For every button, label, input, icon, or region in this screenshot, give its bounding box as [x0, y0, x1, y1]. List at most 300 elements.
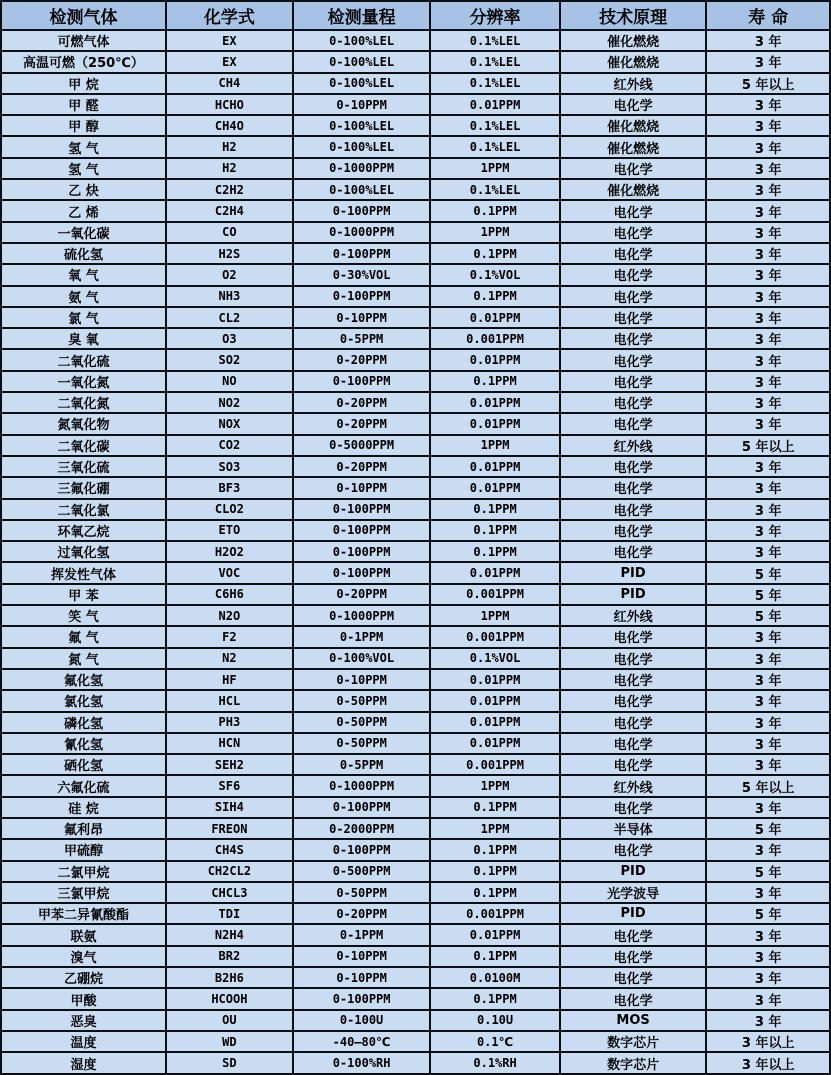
- cell-range: 0-1000PPM: [293, 775, 431, 796]
- cell-formula: O2: [166, 264, 293, 285]
- cell-formula: N2O: [166, 605, 293, 626]
- cell-gas: 乙硼烷: [1, 967, 166, 988]
- cell-principle: 红外线: [560, 605, 707, 626]
- cell-formula: NH3: [166, 286, 293, 307]
- cell-formula: SD: [166, 1052, 293, 1074]
- cell-principle: 电化学: [560, 264, 707, 285]
- cell-principle: 电化学: [560, 690, 707, 711]
- cell-range: 0-20PPM: [293, 413, 431, 434]
- cell-formula: H2: [166, 136, 293, 157]
- cell-range: 0-20PPM: [293, 456, 431, 477]
- cell-formula: SF6: [166, 775, 293, 796]
- cell-resolution: 0.01PPM: [430, 413, 559, 434]
- table-row: [1, 712, 830, 733]
- cell-range: 0-20PPM: [293, 349, 431, 370]
- table-row: [1, 797, 830, 818]
- cell-gas: 甲 醛: [1, 94, 166, 115]
- cell-principle: 电化学: [560, 797, 707, 818]
- cell-formula: OU: [166, 1010, 293, 1031]
- cell-formula: CLO2: [166, 499, 293, 520]
- cell-formula: NO: [166, 371, 293, 392]
- table-row: [1, 818, 830, 839]
- cell-gas: 乙 炔: [1, 179, 166, 200]
- cell-formula: NO2: [166, 392, 293, 413]
- cell-lifespan: 5 年: [706, 605, 830, 626]
- cell-gas: 乙 烯: [1, 200, 166, 221]
- cell-resolution: 0.1PPM: [430, 797, 559, 818]
- cell-lifespan: 3 年: [706, 626, 830, 647]
- cell-lifespan: 3 年: [706, 264, 830, 285]
- cell-gas: 笑 气: [1, 605, 166, 626]
- cell-resolution: 1PPM: [430, 818, 559, 839]
- cell-principle: PID: [560, 861, 707, 882]
- cell-range: 0-2000PPM: [293, 818, 431, 839]
- table-row: [1, 861, 830, 882]
- cell-principle: 光学波导: [560, 882, 707, 903]
- cell-range: 0-500PPM: [293, 861, 431, 882]
- cell-resolution: 0.001PPM: [430, 328, 559, 349]
- cell-formula: NOX: [166, 413, 293, 434]
- table-row: [1, 51, 830, 72]
- cell-formula: BF3: [166, 477, 293, 498]
- cell-range: 0-100%RH: [293, 1052, 431, 1074]
- cell-lifespan: 3 年: [706, 30, 830, 51]
- cell-formula: FREON: [166, 818, 293, 839]
- cell-formula: N2H4: [166, 924, 293, 945]
- cell-principle: 电化学: [560, 967, 707, 988]
- cell-gas: 二氧化碳: [1, 435, 166, 456]
- cell-resolution: 0.1%LEL: [430, 51, 559, 72]
- cell-range: 0-10PPM: [293, 669, 431, 690]
- cell-lifespan: 3 年以上: [706, 1052, 830, 1074]
- cell-formula: B2H6: [166, 967, 293, 988]
- cell-resolution: 1PPM: [430, 605, 559, 626]
- table-row: [1, 349, 830, 370]
- table-row: [1, 967, 830, 988]
- cell-principle: 电化学: [560, 733, 707, 754]
- table-row: [1, 648, 830, 669]
- cell-range: 0-10PPM: [293, 94, 431, 115]
- cell-resolution: 0.001PPM: [430, 584, 559, 605]
- cell-principle: 电化学: [560, 243, 707, 264]
- cell-range: 0-30%VOL: [293, 264, 431, 285]
- cell-formula: VOC: [166, 562, 293, 583]
- cell-gas: 二氧化氯: [1, 499, 166, 520]
- cell-range: 0-10PPM: [293, 477, 431, 498]
- cell-resolution: 0.01PPM: [430, 477, 559, 498]
- cell-principle: PID: [560, 584, 707, 605]
- cell-formula: HF: [166, 669, 293, 690]
- cell-resolution: 0.001PPM: [430, 754, 559, 775]
- cell-lifespan: 3 年: [706, 797, 830, 818]
- cell-gas: 高温可燃（250℃）: [1, 51, 166, 72]
- cell-resolution: 0.01PPM: [430, 669, 559, 690]
- table-row: [1, 882, 830, 903]
- table-row: [1, 222, 830, 243]
- cell-resolution: 0.01PPM: [430, 456, 559, 477]
- cell-gas: 一氧化氮: [1, 371, 166, 392]
- cell-range: 0-5PPM: [293, 328, 431, 349]
- cell-principle: 半导体: [560, 818, 707, 839]
- cell-formula: CH2CL2: [166, 861, 293, 882]
- cell-formula: PH3: [166, 712, 293, 733]
- cell-principle: 红外线: [560, 73, 707, 94]
- cell-lifespan: 5 年: [706, 584, 830, 605]
- cell-gas: 一氧化碳: [1, 222, 166, 243]
- column-header-gas: 检测气体: [1, 1, 166, 30]
- cell-range: 0-100%LEL: [293, 115, 431, 136]
- cell-resolution: 0.1%LEL: [430, 30, 559, 51]
- cell-principle: 电化学: [560, 349, 707, 370]
- cell-principle: 电化学: [560, 946, 707, 967]
- cell-range: -40—80℃: [293, 1031, 431, 1052]
- cell-range: 0-1000PPM: [293, 158, 431, 179]
- cell-principle: 电化学: [560, 669, 707, 690]
- cell-principle: 电化学: [560, 200, 707, 221]
- cell-resolution: 0.01PPM: [430, 349, 559, 370]
- cell-range: 0-5000PPM: [293, 435, 431, 456]
- table-header: [1, 1, 830, 30]
- cell-resolution: 0.1PPM: [430, 946, 559, 967]
- cell-gas: 硫化氢: [1, 243, 166, 264]
- cell-gas: 二氧化氮: [1, 392, 166, 413]
- cell-formula: ETO: [166, 520, 293, 541]
- cell-lifespan: 3 年: [706, 690, 830, 711]
- cell-principle: 电化学: [560, 754, 707, 775]
- cell-range: 0-100PPM: [293, 520, 431, 541]
- table-row: [1, 584, 830, 605]
- cell-principle: 电化学: [560, 712, 707, 733]
- cell-resolution: 0.1PPM: [430, 861, 559, 882]
- cell-resolution: 0.1PPM: [430, 243, 559, 264]
- cell-lifespan: 3 年: [706, 988, 830, 1009]
- cell-lifespan: 3 年: [706, 1010, 830, 1031]
- cell-gas: 恶臭: [1, 1010, 166, 1031]
- cell-lifespan: 3 年: [706, 349, 830, 370]
- cell-resolution: 0.1%LEL: [430, 136, 559, 157]
- cell-formula: C2H2: [166, 179, 293, 200]
- cell-range: 0-1000PPM: [293, 605, 431, 626]
- cell-gas: 臭 氧: [1, 328, 166, 349]
- cell-gas: 环氧乙烷: [1, 520, 166, 541]
- cell-range: 0-10PPM: [293, 946, 431, 967]
- cell-range: 0-100PPM: [293, 499, 431, 520]
- cell-resolution: 0.1PPM: [430, 988, 559, 1009]
- table-row: [1, 328, 830, 349]
- cell-formula: H2S: [166, 243, 293, 264]
- cell-formula: C2H4: [166, 200, 293, 221]
- cell-principle: PID: [560, 903, 707, 924]
- table-row: [1, 690, 830, 711]
- table-row: [1, 562, 830, 583]
- cell-resolution: 0.1PPM: [430, 499, 559, 520]
- cell-resolution: 0.1PPM: [430, 371, 559, 392]
- cell-gas: 磷化氢: [1, 712, 166, 733]
- column-header-lifespan: 寿 命: [706, 1, 830, 30]
- cell-principle: 数字芯片: [560, 1052, 707, 1074]
- cell-formula: CL2: [166, 307, 293, 328]
- cell-resolution: 0.1PPM: [430, 520, 559, 541]
- table-row: [1, 1010, 830, 1031]
- table-row: [1, 179, 830, 200]
- cell-lifespan: 3 年: [706, 307, 830, 328]
- table-body: [1, 30, 830, 1074]
- table-row: [1, 200, 830, 221]
- cell-range: 0-20PPM: [293, 392, 431, 413]
- cell-formula: SIH4: [166, 797, 293, 818]
- cell-lifespan: 3 年: [706, 839, 830, 860]
- cell-formula: TDI: [166, 903, 293, 924]
- cell-range: 0-100%LEL: [293, 51, 431, 72]
- cell-lifespan: 3 年: [706, 413, 830, 434]
- cell-lifespan: 5 年: [706, 818, 830, 839]
- table-row: [1, 499, 830, 520]
- cell-principle: 红外线: [560, 435, 707, 456]
- cell-range: 0-1PPM: [293, 626, 431, 647]
- cell-gas: 氢 气: [1, 136, 166, 157]
- cell-resolution: 0.01PPM: [430, 712, 559, 733]
- cell-lifespan: 5 年以上: [706, 73, 830, 94]
- cell-formula: C6H6: [166, 584, 293, 605]
- table-row: [1, 605, 830, 626]
- cell-resolution: 0.001PPM: [430, 626, 559, 647]
- cell-lifespan: 3 年: [706, 179, 830, 200]
- cell-gas: 氟化氢: [1, 669, 166, 690]
- cell-resolution: 0.10U: [430, 1010, 559, 1031]
- cell-range: 0-100PPM: [293, 371, 431, 392]
- cell-formula: CH4O: [166, 115, 293, 136]
- cell-lifespan: 3 年: [706, 882, 830, 903]
- cell-lifespan: 3 年: [706, 541, 830, 562]
- cell-formula: EX: [166, 51, 293, 72]
- cell-lifespan: 3 年: [706, 477, 830, 498]
- cell-principle: 电化学: [560, 307, 707, 328]
- cell-gas: 氨 气: [1, 286, 166, 307]
- cell-principle: 催化燃烧: [560, 115, 707, 136]
- cell-lifespan: 3 年: [706, 456, 830, 477]
- cell-range: 0-100%VOL: [293, 648, 431, 669]
- table-row: [1, 903, 830, 924]
- table-row: [1, 435, 830, 456]
- cell-range: 0-50PPM: [293, 733, 431, 754]
- cell-lifespan: 3 年: [706, 158, 830, 179]
- table-row: [1, 456, 830, 477]
- cell-gas: 甲 烷: [1, 73, 166, 94]
- cell-formula: O3: [166, 328, 293, 349]
- cell-range: 0-20PPM: [293, 584, 431, 605]
- cell-gas: 联氨: [1, 924, 166, 945]
- cell-range: 0-100PPM: [293, 839, 431, 860]
- table-row: [1, 30, 830, 51]
- cell-principle: 电化学: [560, 520, 707, 541]
- cell-resolution: 0.1%VOL: [430, 264, 559, 285]
- cell-range: 0-100PPM: [293, 286, 431, 307]
- cell-gas: 氯 气: [1, 307, 166, 328]
- table-row: [1, 286, 830, 307]
- column-header-range: 检测量程: [293, 1, 431, 30]
- cell-resolution: 0.01PPM: [430, 392, 559, 413]
- cell-range: 0-100PPM: [293, 243, 431, 264]
- cell-resolution: 0.1%LEL: [430, 179, 559, 200]
- cell-lifespan: 3 年以上: [706, 1031, 830, 1052]
- cell-range: 0-1PPM: [293, 924, 431, 945]
- cell-formula: SO2: [166, 349, 293, 370]
- cell-principle: 电化学: [560, 648, 707, 669]
- cell-lifespan: 3 年: [706, 243, 830, 264]
- cell-range: 0-50PPM: [293, 690, 431, 711]
- cell-principle: 催化燃烧: [560, 179, 707, 200]
- cell-formula: CHCL3: [166, 882, 293, 903]
- cell-principle: 电化学: [560, 924, 707, 945]
- cell-lifespan: 3 年: [706, 200, 830, 221]
- cell-principle: 催化燃烧: [560, 30, 707, 51]
- column-header-formula: 化学式: [166, 1, 293, 30]
- cell-gas: 氧 气: [1, 264, 166, 285]
- cell-principle: 电化学: [560, 94, 707, 115]
- cell-gas: 甲 苯: [1, 584, 166, 605]
- cell-gas: 氢 气: [1, 158, 166, 179]
- table-row: [1, 754, 830, 775]
- table-row: [1, 371, 830, 392]
- cell-resolution: 0.01PPM: [430, 94, 559, 115]
- cell-principle: 催化燃烧: [560, 136, 707, 157]
- table-row: [1, 924, 830, 945]
- table-row: [1, 73, 830, 94]
- table-row: [1, 392, 830, 413]
- cell-resolution: 1PPM: [430, 435, 559, 456]
- cell-gas: 二氧化硫: [1, 349, 166, 370]
- cell-lifespan: 5 年: [706, 903, 830, 924]
- cell-resolution: 0.1PPM: [430, 541, 559, 562]
- cell-formula: HCL: [166, 690, 293, 711]
- cell-principle: 电化学: [560, 328, 707, 349]
- cell-formula: CO2: [166, 435, 293, 456]
- cell-lifespan: 3 年: [706, 222, 830, 243]
- cell-principle: 电化学: [560, 477, 707, 498]
- table-row: [1, 541, 830, 562]
- cell-resolution: 1PPM: [430, 775, 559, 796]
- cell-formula: SO3: [166, 456, 293, 477]
- cell-resolution: 0.1%RH: [430, 1052, 559, 1074]
- cell-gas: 三氧化硫: [1, 456, 166, 477]
- cell-gas: 氮氧化物: [1, 413, 166, 434]
- cell-gas: 硒化氢: [1, 754, 166, 775]
- table-row: [1, 243, 830, 264]
- cell-resolution: 1PPM: [430, 158, 559, 179]
- cell-range: 0-100%LEL: [293, 73, 431, 94]
- table-row: [1, 1031, 830, 1052]
- cell-range: 0-100%LEL: [293, 30, 431, 51]
- table-row: [1, 413, 830, 434]
- cell-formula: SEH2: [166, 754, 293, 775]
- cell-principle: 催化燃烧: [560, 51, 707, 72]
- cell-lifespan: 3 年: [706, 669, 830, 690]
- cell-formula: CO: [166, 222, 293, 243]
- cell-gas: 过氧化氢: [1, 541, 166, 562]
- table-row: [1, 733, 830, 754]
- cell-principle: 电化学: [560, 499, 707, 520]
- cell-lifespan: 3 年: [706, 733, 830, 754]
- cell-resolution: 0.1PPM: [430, 839, 559, 860]
- cell-principle: 电化学: [560, 456, 707, 477]
- cell-lifespan: 3 年: [706, 371, 830, 392]
- cell-range: 0-10PPM: [293, 307, 431, 328]
- cell-gas: 氮 气: [1, 648, 166, 669]
- cell-principle: 电化学: [560, 626, 707, 647]
- cell-principle: 电化学: [560, 413, 707, 434]
- cell-range: 0-1000PPM: [293, 222, 431, 243]
- table-row: [1, 115, 830, 136]
- cell-principle: 电化学: [560, 222, 707, 243]
- cell-gas: 甲苯二异氰酸酯: [1, 903, 166, 924]
- cell-gas: 氟 气: [1, 626, 166, 647]
- table-row: [1, 477, 830, 498]
- header-row: [1, 1, 830, 30]
- cell-formula: N2: [166, 648, 293, 669]
- cell-resolution: 0.1%VOL: [430, 648, 559, 669]
- cell-lifespan: 5 年: [706, 562, 830, 583]
- cell-principle: MOS: [560, 1010, 707, 1031]
- cell-gas: 溴气: [1, 946, 166, 967]
- cell-formula: CH4S: [166, 839, 293, 860]
- cell-lifespan: 3 年: [706, 51, 830, 72]
- cell-gas: 氰化氢: [1, 733, 166, 754]
- cell-resolution: 0.1PPM: [430, 882, 559, 903]
- cell-lifespan: 3 年: [706, 499, 830, 520]
- cell-principle: 电化学: [560, 158, 707, 179]
- table-row: [1, 669, 830, 690]
- cell-lifespan: 3 年: [706, 924, 830, 945]
- cell-range: 0-10PPM: [293, 967, 431, 988]
- table-row: [1, 1052, 830, 1074]
- cell-formula: BR2: [166, 946, 293, 967]
- cell-lifespan: 5 年以上: [706, 775, 830, 796]
- cell-formula: H2O2: [166, 541, 293, 562]
- cell-resolution: 0.1%LEL: [430, 115, 559, 136]
- cell-range: 0-100%LEL: [293, 179, 431, 200]
- cell-gas: 六氟化硫: [1, 775, 166, 796]
- cell-gas: 甲酸: [1, 988, 166, 1009]
- cell-resolution: 0.01PPM: [430, 562, 559, 583]
- cell-resolution: 0.1PPM: [430, 286, 559, 307]
- cell-gas: 硅 烷: [1, 797, 166, 818]
- cell-principle: 电化学: [560, 286, 707, 307]
- cell-principle: 电化学: [560, 839, 707, 860]
- cell-lifespan: 3 年: [706, 136, 830, 157]
- cell-resolution: 0.01PPM: [430, 924, 559, 945]
- cell-gas: 三氯甲烷: [1, 882, 166, 903]
- column-header-principle: 技术原理: [560, 1, 707, 30]
- cell-lifespan: 5 年以上: [706, 435, 830, 456]
- cell-lifespan: 3 年: [706, 946, 830, 967]
- table-row: [1, 839, 830, 860]
- cell-range: 0-100PPM: [293, 200, 431, 221]
- cell-lifespan: 5 年: [706, 861, 830, 882]
- cell-gas: 可燃气体: [1, 30, 166, 51]
- table-row: [1, 264, 830, 285]
- table-row: [1, 520, 830, 541]
- cell-formula: EX: [166, 30, 293, 51]
- cell-lifespan: 3 年: [706, 94, 830, 115]
- cell-range: 0-50PPM: [293, 712, 431, 733]
- cell-lifespan: 3 年: [706, 712, 830, 733]
- table-row: [1, 988, 830, 1009]
- cell-principle: 红外线: [560, 775, 707, 796]
- cell-principle: PID: [560, 562, 707, 583]
- table-row: [1, 136, 830, 157]
- cell-resolution: 0.0100M: [430, 967, 559, 988]
- cell-formula: WD: [166, 1031, 293, 1052]
